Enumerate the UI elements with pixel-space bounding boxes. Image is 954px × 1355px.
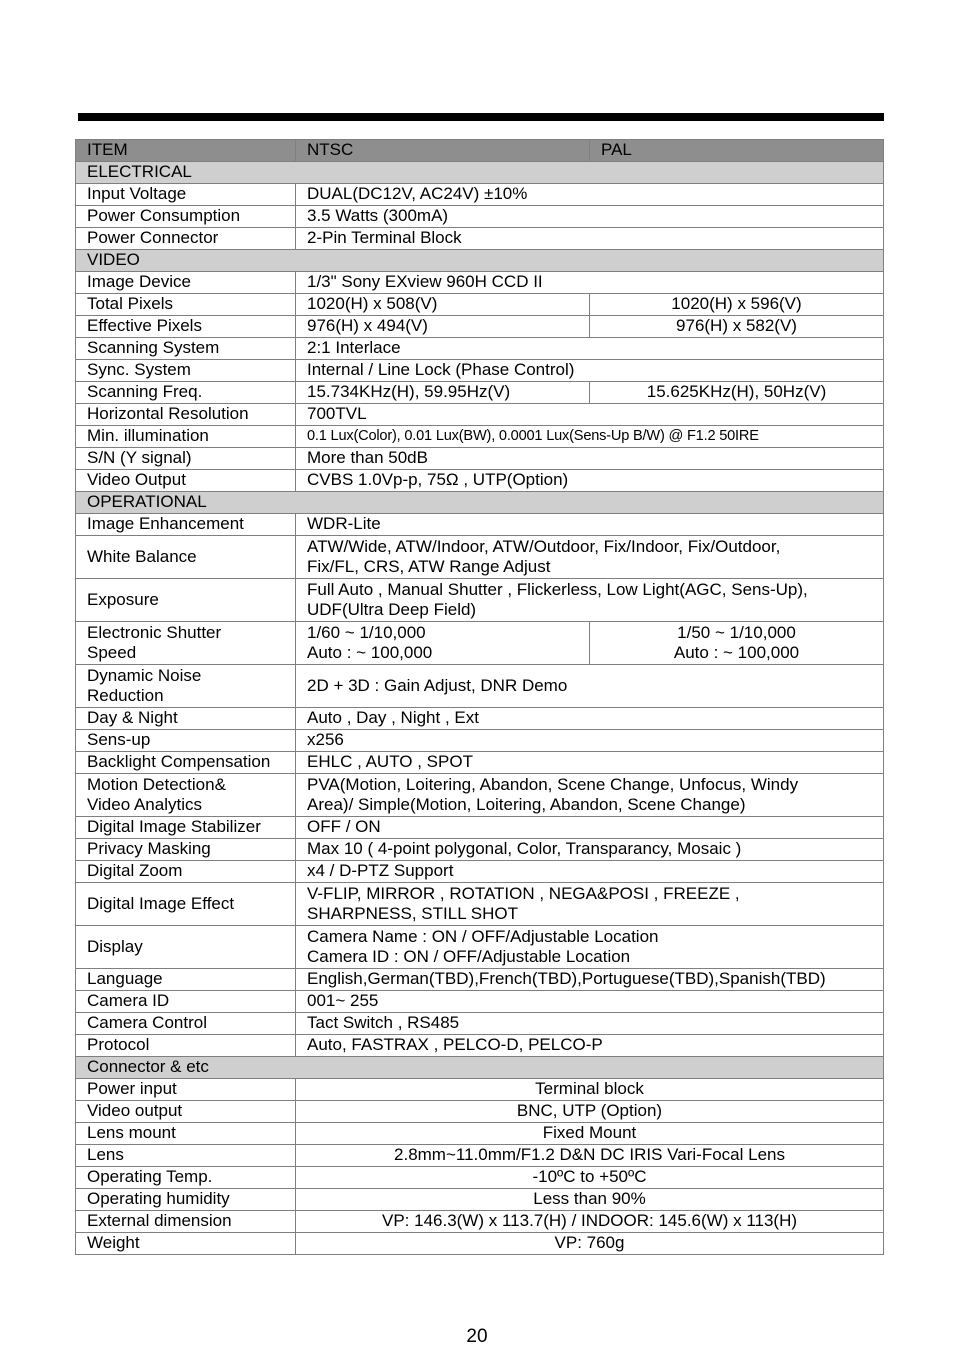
spec-value: -10ºC to +50ºC — [296, 1167, 884, 1189]
spec-value-pal — [590, 622, 884, 665]
spec-table-body — [76, 140, 884, 1255]
spec-label: Digital Image Effect — [76, 883, 296, 926]
cell-line: Auto : ~ 100,000 — [307, 643, 433, 662]
spec-value-pal: 1020(H) x 596(V) — [590, 294, 884, 316]
cell-line: Motion Detection& — [87, 774, 226, 794]
spec-label: Operating Temp. — [76, 1167, 296, 1189]
cell-line: Auto : ~ 100,000 — [673, 643, 800, 662]
spec-value — [296, 579, 884, 622]
cell-line: Speed — [87, 643, 137, 662]
spec-value: Fixed Mount — [296, 1123, 884, 1145]
table-row — [76, 991, 884, 1013]
spec-label: Camera Control — [76, 1013, 296, 1035]
table-row — [76, 730, 884, 752]
spec-value: 2.8mm~11.0mm/F1.2 D&N DC IRIS Vari-Focal Lens — [296, 1145, 884, 1167]
spec-label: Camera ID — [76, 991, 296, 1013]
section-header-operational — [76, 492, 884, 514]
cell-line: Video Analytics — [87, 795, 202, 814]
table-row — [76, 338, 884, 360]
table-row — [76, 1035, 884, 1057]
cell-line: Dynamic Noise — [87, 665, 202, 685]
spec-label: Operating humidity — [76, 1189, 296, 1211]
section-header-video — [76, 250, 884, 272]
cell-line: Camera Name : ON / OFF/Adjustable Location — [307, 926, 659, 946]
spec-label: Scanning Freq. — [76, 382, 296, 404]
cell-line: Area)/ Simple(Motion, Loitering, Abandon, Scene Change) — [307, 795, 746, 814]
spec-value: Max 10 ( 4-point polygonal, Color, Transparancy, Mosaic ) — [296, 839, 884, 861]
cell-line: 1/60 ~ 1/10,000 — [307, 622, 426, 642]
spec-value: x256 — [296, 730, 884, 752]
section-title: Connector & etc — [76, 1057, 884, 1079]
cell-line: Reduction — [87, 686, 164, 705]
spec-value: CVBS 1.0Vp-p, 75Ω , UTP(Option) — [296, 470, 884, 492]
cell-line: Fix/FL, CRS, ATW Range Adjust — [307, 557, 551, 576]
spec-label: Protocol — [76, 1035, 296, 1057]
spec-label: Video Output — [76, 470, 296, 492]
table-row — [76, 708, 884, 730]
spec-label: Power Consumption — [76, 206, 296, 228]
spec-value: OFF / ON — [296, 817, 884, 839]
spec-value — [296, 774, 884, 817]
spec-label: Input Voltage — [76, 184, 296, 206]
section-header-connector-etc — [76, 1057, 884, 1079]
spec-value-ntsc: 1020(H) x 508(V) — [296, 294, 590, 316]
table-row — [76, 861, 884, 883]
table-row — [76, 316, 884, 338]
cell-line: SHARPNESS, STILL SHOT — [307, 904, 518, 923]
section-header-electrical — [76, 162, 884, 184]
spec-label: Scanning System — [76, 338, 296, 360]
table-row — [76, 382, 884, 404]
spec-label: Sync. System — [76, 360, 296, 382]
spec-label — [76, 774, 296, 817]
table-row — [76, 665, 884, 708]
table-row — [76, 294, 884, 316]
table-row — [76, 1123, 884, 1145]
spec-label: Backlight Compensation — [76, 752, 296, 774]
table-row — [76, 883, 884, 926]
spec-value: BNC, UTP (Option) — [296, 1101, 884, 1123]
spec-value-pal: 15.625KHz(H), 50Hz(V) — [590, 382, 884, 404]
table-row — [76, 839, 884, 861]
spec-label — [76, 622, 296, 665]
spec-value — [296, 883, 884, 926]
spec-value-ntsc: 15.734KHz(H), 59.95Hz(V) — [296, 382, 590, 404]
table-row — [76, 1211, 884, 1233]
table-row — [76, 536, 884, 579]
table-row — [76, 206, 884, 228]
spec-label: Video output — [76, 1101, 296, 1123]
spec-value: 1/3" Sony EXview 960H CCD II — [296, 272, 884, 294]
spec-value: 2:1 Interlace — [296, 338, 884, 360]
spec-value-ntsc: 976(H) x 494(V) — [296, 316, 590, 338]
spec-value: Auto, FASTRAX , PELCO-D, PELCO-P — [296, 1035, 884, 1057]
spec-value: Less than 90% — [296, 1189, 884, 1211]
table-row — [76, 184, 884, 206]
table-row — [76, 1233, 884, 1255]
spec-label: Digital Zoom — [76, 861, 296, 883]
spec-label: Weight — [76, 1233, 296, 1255]
spec-value: Internal / Line Lock (Phase Control) — [296, 360, 884, 382]
section-title: VIDEO — [76, 250, 884, 272]
spec-label: Lens — [76, 1145, 296, 1167]
table-row — [76, 1101, 884, 1123]
spec-label: Total Pixels — [76, 294, 296, 316]
spec-label: Exposure — [76, 579, 296, 622]
table-row — [76, 1013, 884, 1035]
cell-line: V-FLIP, MIRROR , ROTATION , NEGA&POSI , FREEZE , — [307, 883, 740, 903]
table-row — [76, 404, 884, 426]
table-row — [76, 774, 884, 817]
spec-table — [75, 139, 884, 1255]
spec-label: Power input — [76, 1079, 296, 1101]
spec-label: Min. illumination — [76, 426, 296, 448]
section-title: ELECTRICAL — [76, 162, 884, 184]
spec-value: 001~ 255 — [296, 991, 884, 1013]
spec-value: 2D + 3D : Gain Adjust, DNR Demo — [296, 665, 884, 708]
table-row — [76, 926, 884, 969]
spec-label: Day & Night — [76, 708, 296, 730]
spec-value: 700TVL — [296, 404, 884, 426]
spec-value: DUAL(DC12V, AC24V) ±10% — [296, 184, 884, 206]
cell-line: PVA(Motion, Loitering, Abandon, Scene Change, Unfocus, Windy — [307, 774, 799, 794]
spec-value: Auto , Day , Night , Ext — [296, 708, 884, 730]
table-row — [76, 1167, 884, 1189]
spec-label: Privacy Masking — [76, 839, 296, 861]
spec-label: Horizontal Resolution — [76, 404, 296, 426]
cell-line: 1/50 ~ 1/10,000 — [677, 622, 796, 642]
table-row — [76, 1079, 884, 1101]
spec-label: S/N (Y signal) — [76, 448, 296, 470]
spec-value: WDR-Lite — [296, 514, 884, 536]
table-row — [76, 622, 884, 665]
spec-label: Image Enhancement — [76, 514, 296, 536]
spec-value: EHLC , AUTO , SPOT — [296, 752, 884, 774]
spec-value: VP: 760g — [296, 1233, 884, 1255]
spec-value: English,German(TBD),French(TBD),Portuguese(TBD),Spanish(TBD) — [296, 969, 884, 991]
spec-label: Display — [76, 926, 296, 969]
table-row — [76, 579, 884, 622]
table-row — [76, 1145, 884, 1167]
spec-value: Terminal block — [296, 1079, 884, 1101]
section-title: OPERATIONAL — [76, 492, 884, 514]
spec-label: Image Device — [76, 272, 296, 294]
table-row — [76, 969, 884, 991]
table-row — [76, 752, 884, 774]
spec-label: Effective Pixels — [76, 316, 296, 338]
spec-value: More than 50dB — [296, 448, 884, 470]
spec-value — [296, 536, 884, 579]
spec-value: 3.5 Watts (300mA) — [296, 206, 884, 228]
table-row — [76, 514, 884, 536]
page-number: 20 — [466, 1326, 488, 1347]
cell-line: Camera ID : ON / OFF/Adjustable Location — [307, 947, 631, 966]
cell-line: UDF(Ultra Deep Field) — [307, 600, 477, 619]
table-row — [76, 470, 884, 492]
table-row — [76, 1189, 884, 1211]
table-row — [76, 228, 884, 250]
spec-value — [296, 926, 884, 969]
cell-line: Electronic Shutter — [87, 622, 222, 642]
spec-value-pal: 976(H) x 582(V) — [590, 316, 884, 338]
spec-value: x4 / D-PTZ Support — [296, 861, 884, 883]
spec-value: 0.1 Lux(Color), 0.01 Lux(BW), 0.0001 Lux(Sens-Up B/W) @ F1.2 50IRE — [296, 426, 884, 448]
spec-label: Language — [76, 969, 296, 991]
spec-value-ntsc — [296, 622, 590, 665]
cell-line: Full Auto , Manual Shutter , Flickerless, Low Light(AGC, Sens-Up), — [307, 579, 808, 599]
spec-value: VP: 146.3(W) x 113.7(H) / INDOOR: 145.6(W) x 113(H) — [296, 1211, 884, 1233]
top-rule — [78, 113, 884, 121]
table-row — [76, 426, 884, 448]
spec-label: Digital Image Stabilizer — [76, 817, 296, 839]
table-row — [76, 360, 884, 382]
cell-line: ATW/Wide, ATW/Indoor, ATW/Outdoor, Fix/Indoor, Fix/Outdoor, — [307, 536, 781, 556]
spec-label: Power Connector — [76, 228, 296, 250]
header-ntsc: NTSC — [296, 140, 590, 162]
spec-label: Lens mount — [76, 1123, 296, 1145]
spec-value: Tact Switch , RS485 — [296, 1013, 884, 1035]
spec-label: White Balance — [76, 536, 296, 579]
spec-label: External dimension — [76, 1211, 296, 1233]
spec-label: Sens-up — [76, 730, 296, 752]
spec-label — [76, 665, 296, 708]
header-pal: PAL — [590, 140, 884, 162]
header-item: ITEM — [76, 140, 296, 162]
table-row — [76, 448, 884, 470]
spec-value: 2-Pin Terminal Block — [296, 228, 884, 250]
table-header-row — [76, 140, 884, 162]
table-row — [76, 272, 884, 294]
table-row — [76, 817, 884, 839]
